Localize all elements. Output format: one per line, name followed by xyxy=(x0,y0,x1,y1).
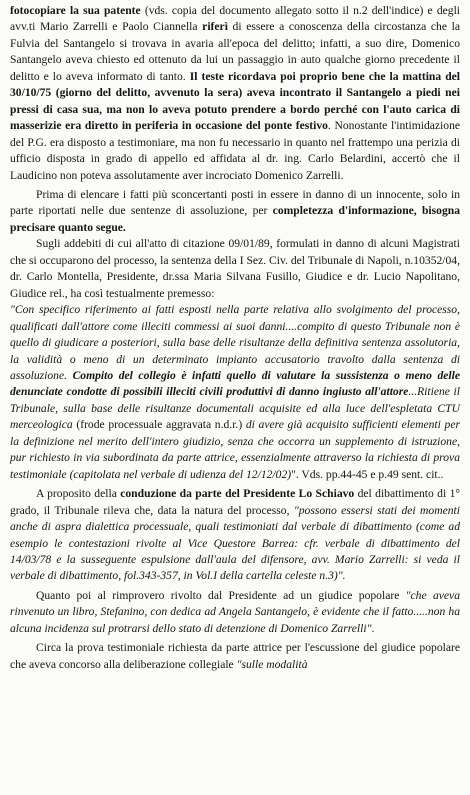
text-run: A proposito della xyxy=(36,487,117,501)
italic-quote: ...Ritiene il Tribunale, sulla base delle risultanze documentali acquisite ed alla luce dell'espletata CTU merceologica xyxy=(10,385,460,432)
text-run: (frode processuale aggravata n.d.r.) xyxy=(72,418,243,432)
paragraph-testimonial-request xyxy=(10,640,460,673)
bold-phrase: completezza d'informazione, bisogna precisare quanto segue. xyxy=(10,204,460,234)
italic-quote: "che aveva rinvenuto un libro, Stefanino, con dedica ad Angela Santangelo, è evidente che il fatto.....non ha alcuna incidenza sul protrarsi dello stato di detenzione di Domenico Zarrelli" xyxy=(10,588,460,635)
text-run: del dibattimento di 1° grado, il Tribunale rileva che, data la natura del processo, xyxy=(10,487,460,517)
bold-phrase: conduzione da parte del Presidente Lo Schiavo xyxy=(116,487,355,501)
text-run: Circa la prova testimoniale richiesta da parte attrice per l'escussione del giudice popolare che aveva concorso alla deliberazione collegiale xyxy=(10,641,460,671)
italic-quote: "possono essersi stati dei momenti anche di aspra dialettica processuale, quali testimoniati dal verbale di dibattimento (come ad esempio le contestazioni rivolte al Vice Questore Barrea: cfr. verbale di dibattimento del 14/03/78 e la susseguente espulsione dall'aula del difensore, avv. Mario Zarrelli: si veda il verbale di dibattimento, fol.343-357, in Vol.I della cartella celeste n.3)". xyxy=(10,503,460,583)
text-run: ". Vds. pp.44-45 e p.49 sent. cit.. xyxy=(291,467,444,481)
bold-phrase: fotocopiare la sua patente xyxy=(10,4,141,17)
italic-quote: "sulle modalità xyxy=(233,657,308,671)
text-run: Prima di elencare i fatti più sconcertanti posti in essere in danno di un innocente, solo in parte riportati nelle due sentenze di assoluzione, per xyxy=(10,187,460,218)
paragraph-premise xyxy=(10,187,460,236)
paragraph-citation xyxy=(10,236,460,302)
text-run: di essere a conoscenza della circostanza che la Fulvia del Santangelo si trovava in avaria all'epoca del delitto; infatti, a suo dire, Domenico Santangelo aveva chiesto ed ottenuto da lui un passaggio in auto qualche giorno precedente il delitto e lo aveva informato di tanto. xyxy=(10,20,460,83)
italic-quote: di avere già acquisito sufficienti elementi per la definizione nel merito dell'intero giudizio, senza che occorra un supplemento di istruzione, pur richiesto in via subordinata da parte attrice, essenzialmente attraverso la richiesta di prova testimoniale (capitolata nel verbale di udienza del 12/12/02) xyxy=(10,418,460,481)
text-run: . Nonostante l'intimidazione del P.G. era disposto a testimoniare, ma non fu necessario in quanto nel frattempo una perizia di ufficio disposta in grado di appello ed affidata al dr. ing. Carlo Belardini, accertò che il Laudicino non poteva assolutamente aver incrociato Domenico Zarrelli. xyxy=(10,119,461,182)
text-run: . xyxy=(371,621,375,635)
bold-italic-quote: Compito del collegio è infatti quello di valutare la sussistenza o meno delle denunciate condotte di possibili illeciti civili produttivi di danno ingiusto all'attore xyxy=(10,368,460,399)
bold-passage: Il teste ricordava poi proprio bene che la mattina del 30/10/75 (giorno del delitto, avvenuto la sera) aveva incontrato il Santangelo a piedi nei pressi di casa sua, ma non lo aveva potuto prendere a bordo perché con l'auto carica di masserizie era diretto in periferia in occasione del ponte festivo xyxy=(10,69,461,133)
paragraph-president xyxy=(10,486,460,585)
italic-quote: "Con specifico riferimento ai fatti esposti nella parte relativa allo svolgimento del processo, qualificati dall'attore come illeciti commessi ai suoi danni....compito di questo Tribunale non è quello di giudicare a posteriori, sulla base delle risultanze della definitiva sentenza assolutoria, la validità o meno di un determinato impianto accusatorio travolto dalla sentenza di assoluzione. xyxy=(10,303,460,382)
paragraph-testimony xyxy=(10,3,460,184)
bold-word: riferì xyxy=(197,20,228,34)
paragraph-quote xyxy=(10,302,460,483)
text-run: Quanto poi al rimprovero rivolto dal Presidente ad un giudice popolare xyxy=(36,588,400,602)
text-run: Sugli addebiti di cui all'atto di citazione 09/01/89, formulati in danno di alcuni Magistrati che si occuparono del processo, la sentenza della I Sez. Civ. del Tribunale di Napoli, n.10352/04, dr. Carlo Montella, Presidente, dr.ssa Maria Silvana Fusillo, Giudice e dr. Lucio Napolitano, Giudice rel., ha così testualmente premesso: xyxy=(10,237,460,300)
paragraph-juror xyxy=(10,588,460,637)
text-run: (vds. copia del documento allegato sotto il n.2 dell'indice) e degli avv.ti Mario Zarrelli e Paolo Ciannella xyxy=(10,4,461,34)
